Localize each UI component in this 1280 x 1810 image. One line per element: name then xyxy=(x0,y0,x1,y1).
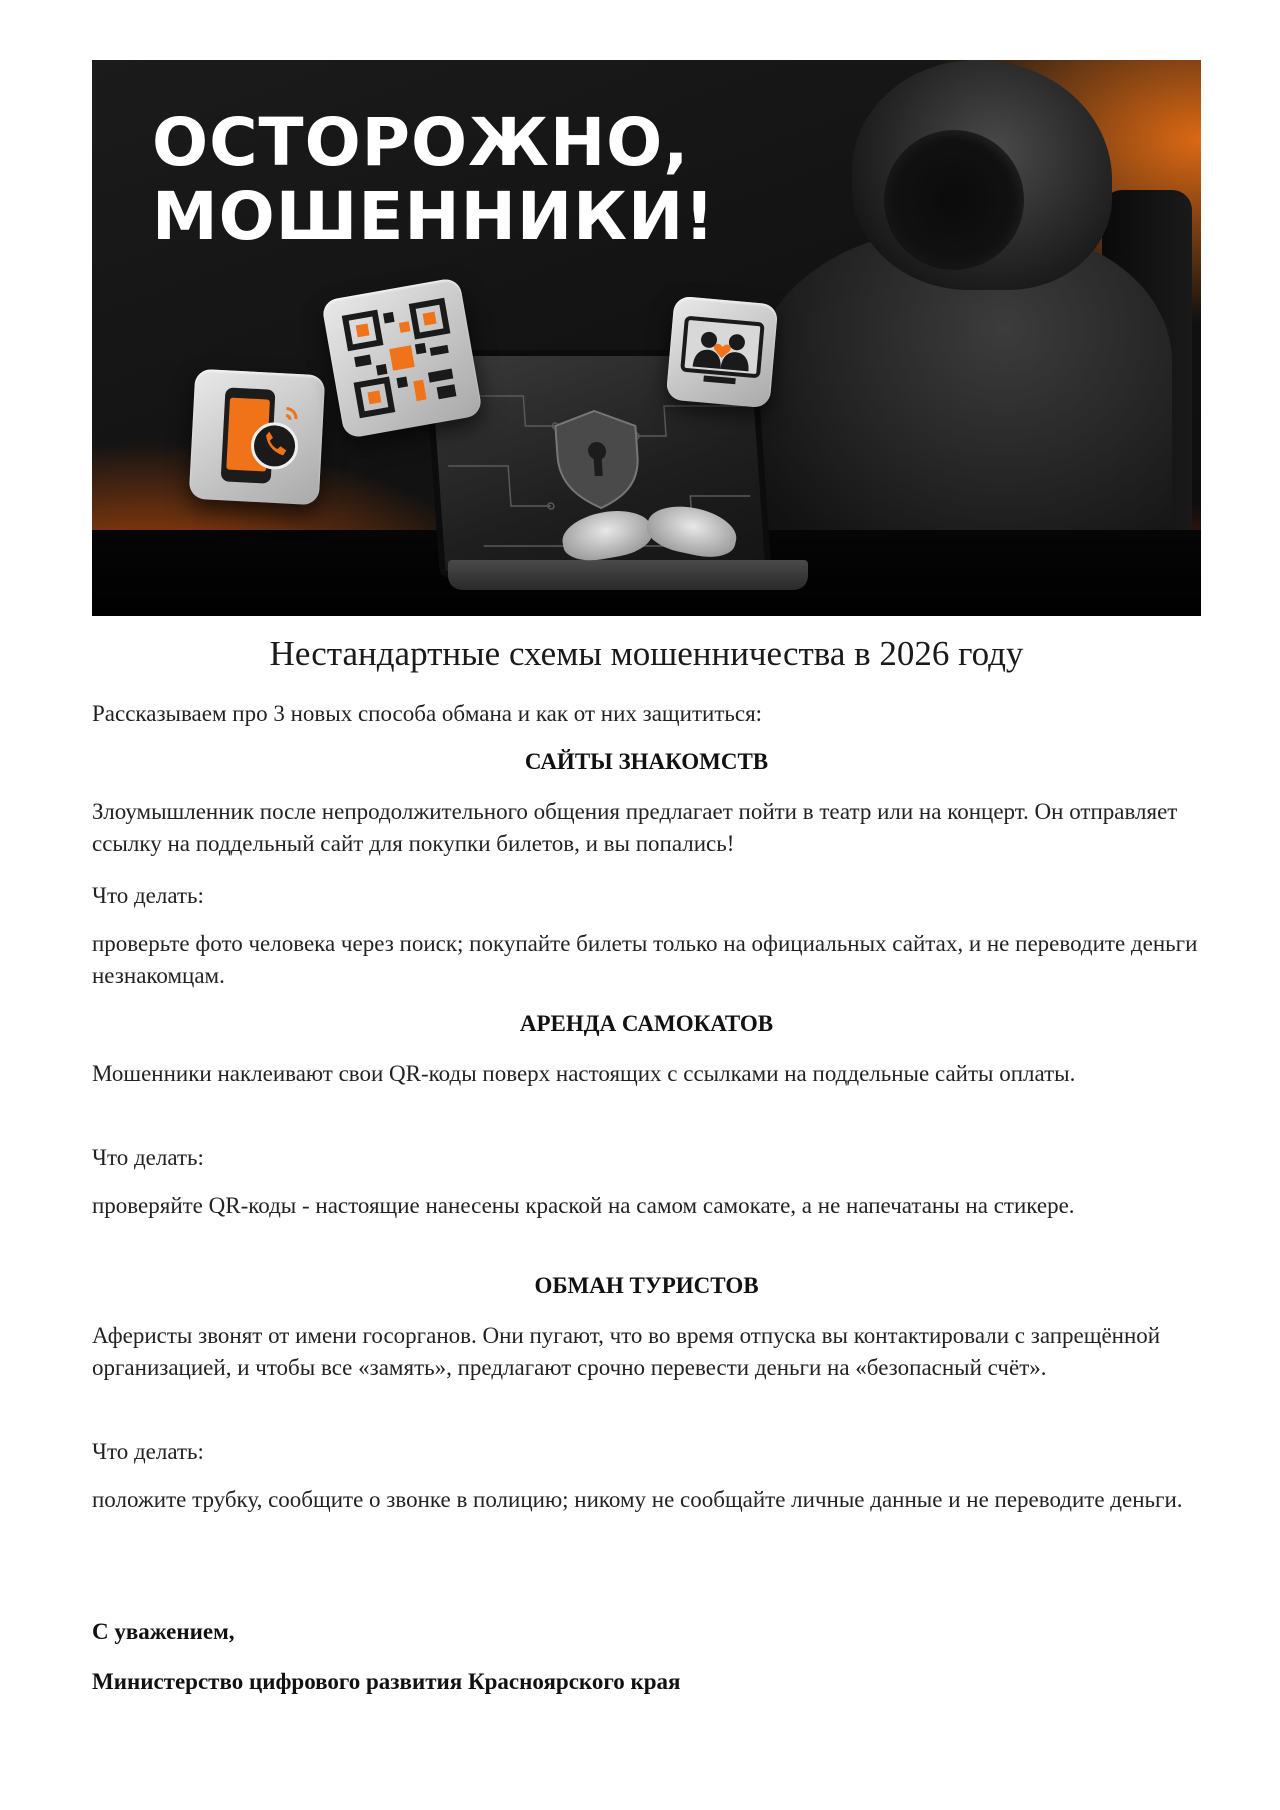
section-advice: положите трубку, сообщите о звонке в полицию; никому не сообщайте личные данные и не переводите деньги. xyxy=(92,1487,1183,1512)
qr-code-tile xyxy=(321,277,483,439)
what-to-do-label: Что делать: xyxy=(92,883,204,908)
signature: Министерство цифрового развития Красноярского края xyxy=(92,1669,681,1694)
section-heading: ОБМАН ТУРИСТОВ xyxy=(534,1273,759,1298)
video-call-icon xyxy=(677,313,767,390)
warning-banner-image xyxy=(92,60,1201,616)
qr-code-icon xyxy=(338,294,465,421)
hacker-face-shadow xyxy=(884,130,1024,270)
section-advice: проверяйте QR-коды - настоящие нанесены краской на самом самокате, а не напечатаны на стикере. xyxy=(92,1193,1075,1218)
section-text: Аферисты звонят от имени госорганов. Они пугают, что во время отпуска вы контактировали с запрещённой организацией, и чтобы все «замять», предлагают срочно перевести деньги на «безопасный счёт». xyxy=(92,1323,1161,1380)
intro-text: Рассказываем про 3 новых способа обмана и как от них защититься: xyxy=(92,701,763,726)
article-title: Нестандартные схемы мошенничества в 2026 году xyxy=(269,634,1024,673)
what-to-do-label: Что делать: xyxy=(92,1439,204,1464)
section-text: Мошенники наклеивают свои QR-коды поверх настоящих с ссылками на поддельные сайты оплаты. xyxy=(92,1061,1076,1086)
closing-greeting: С уважением, xyxy=(92,1619,235,1644)
section-advice: проверьте фото человека через поиск; покупайте билеты только на официальных сайтах, и не переводите деньги незнакомцам. xyxy=(92,931,1198,988)
video-call-tile xyxy=(666,296,779,409)
what-to-do-label: Что делать: xyxy=(92,1145,204,1170)
phone-call-tile xyxy=(189,369,326,506)
laptop-keyboard xyxy=(448,560,808,590)
banner-headline: ОСТОРОЖНО, МОШЕННИКИ! xyxy=(152,104,716,255)
phone-call-icon xyxy=(206,381,308,494)
section-heading: АРЕНДА САМОКАТОВ xyxy=(519,1011,774,1036)
section-heading: САЙТЫ ЗНАКОМСТВ xyxy=(524,749,769,774)
section-text: Злоумышленник после непродолжительного общения предлагает пойти в театр или на концерт. Он отправляет ссылку на поддельный сайт для покупки билетов, и вы попались! xyxy=(92,799,1178,856)
